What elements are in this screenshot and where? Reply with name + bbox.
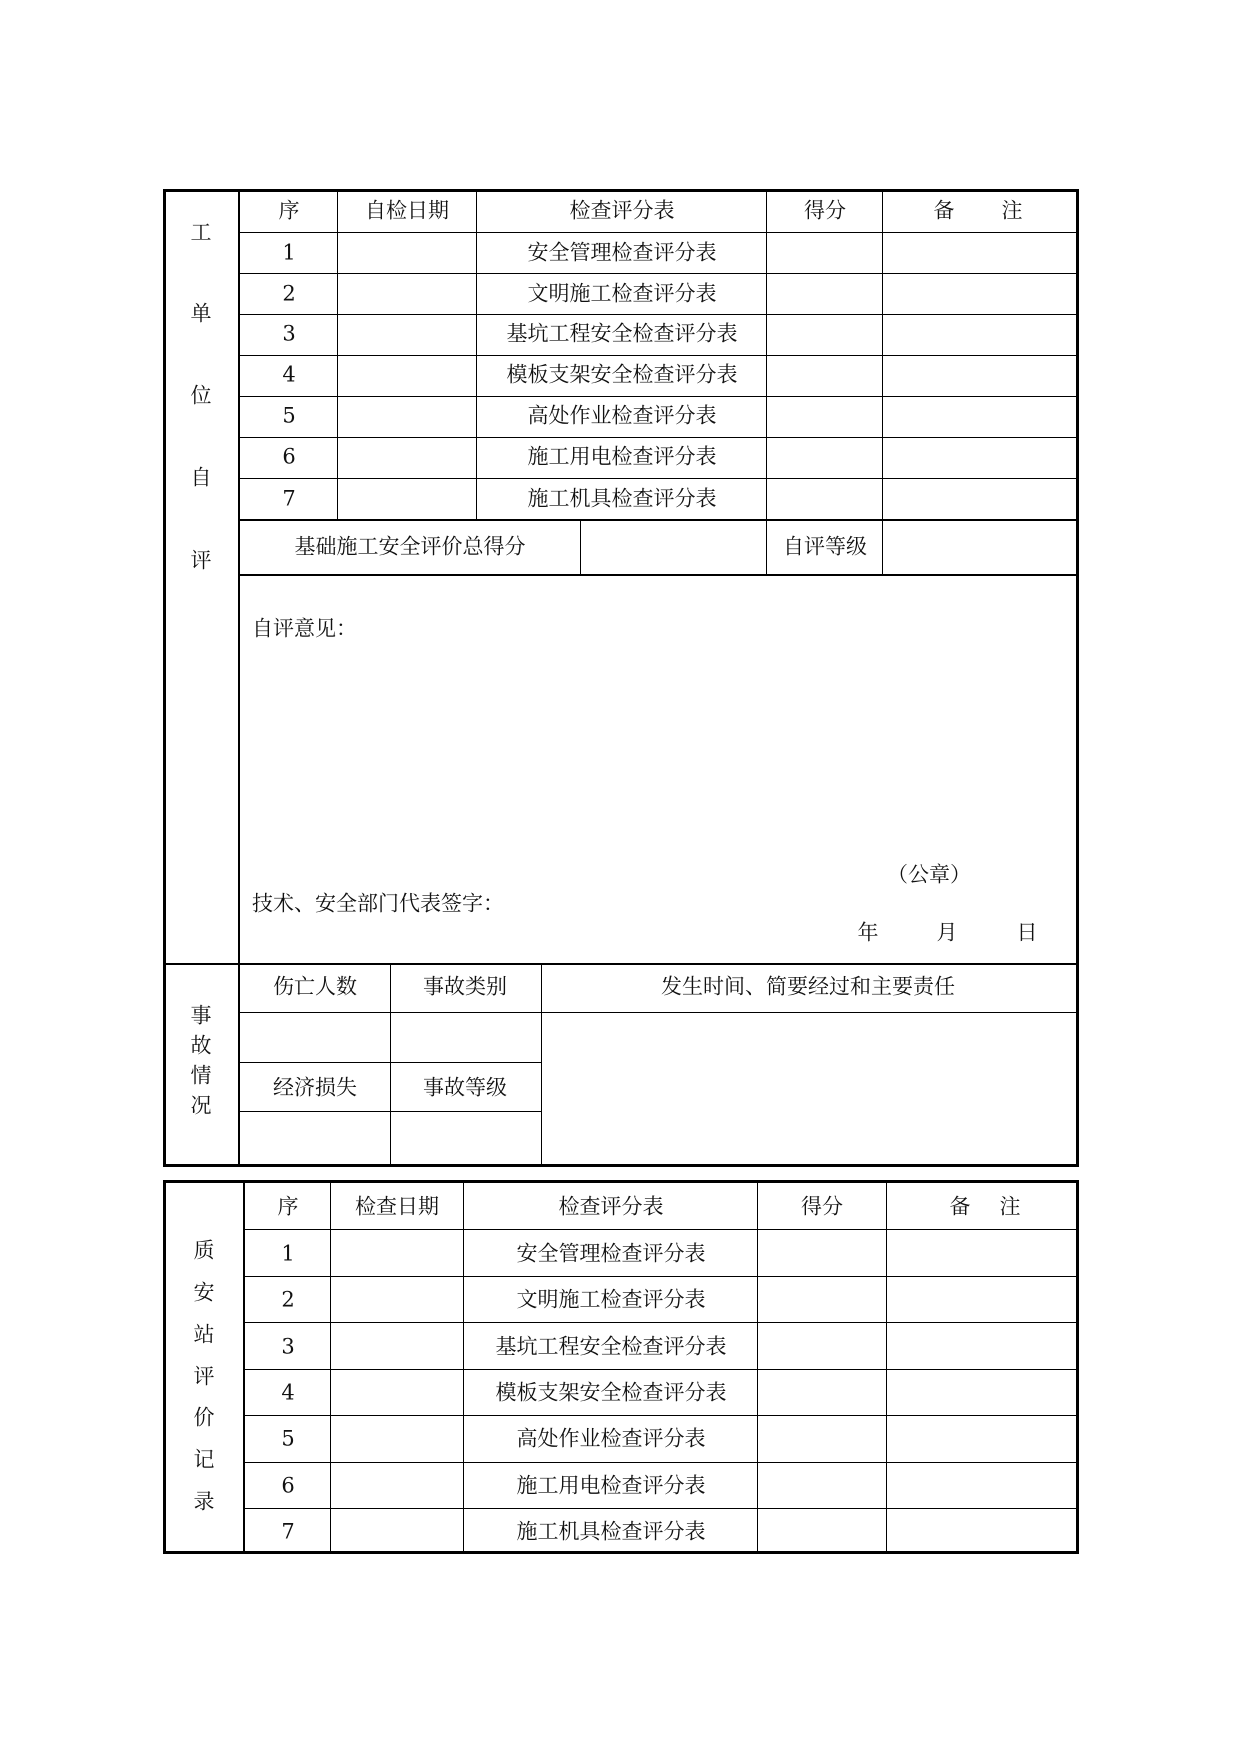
header-remark: 注 (999, 1194, 1021, 1219)
rule (239, 396, 1077, 397)
row-form: 施工用电检查评分表 (527, 444, 717, 469)
accident-side-char: 事 (190, 1003, 212, 1028)
rule (243, 1182, 245, 1552)
station-side-char: 记 (193, 1447, 215, 1472)
row-form: 模板支架安全检查评分表 (495, 1380, 727, 1405)
header-date: 检查日期 (355, 1194, 439, 1219)
rule (239, 519, 1077, 521)
station-side-char: 安 (193, 1280, 215, 1305)
rule (541, 964, 542, 1165)
rule (886, 1182, 887, 1552)
rule (244, 1415, 1077, 1416)
side-label-char: 单 (190, 301, 212, 326)
accident-grade-label: 事故等级 (423, 1075, 507, 1100)
header-remark: 备 (933, 198, 955, 223)
row-form: 施工机具检查评分表 (527, 486, 717, 511)
rule (239, 314, 1077, 315)
rule (239, 232, 1077, 233)
row-form: 施工机具检查评分表 (516, 1519, 706, 1544)
rule (330, 1182, 331, 1552)
opinion-label: 自评意见： (252, 616, 357, 641)
rule (244, 1276, 1077, 1277)
row-number: 1 (282, 240, 296, 265)
accident-side-char: 故 (190, 1033, 212, 1058)
row-form: 安全管理检查评分表 (516, 1241, 706, 1266)
casualties-label: 伤亡人数 (273, 974, 357, 999)
header-date: 自检日期 (365, 198, 449, 223)
rule (244, 1508, 1077, 1509)
header-remark: 备 (949, 1194, 971, 1219)
rule (337, 191, 338, 520)
date-year: 年 (857, 920, 879, 945)
row-number: 7 (281, 1519, 295, 1544)
row-form: 施工用电检查评分表 (516, 1473, 706, 1498)
rule (766, 191, 767, 576)
row-form: 高处作业检查评分表 (516, 1426, 706, 1451)
station-side-char: 录 (193, 1489, 215, 1514)
rule (239, 574, 1077, 576)
header-form: 检查评分表 (569, 198, 675, 223)
row-number: 5 (281, 1426, 295, 1451)
side-label-char: 自 (190, 465, 212, 490)
row-form: 高处作业检查评分表 (527, 403, 717, 428)
row-form: 模板支架安全检查评分表 (506, 362, 738, 387)
rule (580, 520, 581, 575)
header-seq: 序 (277, 1194, 299, 1219)
total-score-label: 基础施工安全评价总得分 (294, 534, 526, 559)
station-side-char: 质 (193, 1238, 215, 1263)
header-score: 得分 (801, 1194, 843, 1219)
row-form: 文明施工检查评分表 (516, 1287, 706, 1312)
rule (390, 964, 391, 1165)
rule (244, 1462, 1077, 1463)
rule (757, 1182, 758, 1552)
row-number: 4 (281, 1380, 295, 1405)
row-number: 4 (282, 362, 296, 387)
row-number: 3 (281, 1334, 295, 1359)
header-form: 检查评分表 (558, 1194, 664, 1219)
seal-label: （公章） (887, 862, 971, 887)
row-number: 3 (282, 321, 296, 346)
station-side-char: 评 (193, 1364, 215, 1389)
rule (239, 437, 1077, 438)
self-grade-label: 自评等级 (783, 534, 867, 559)
rule (239, 478, 1077, 479)
signature-label: 技术、安全部门代表签字： (252, 891, 504, 916)
rule (244, 1369, 1077, 1370)
rule (238, 191, 240, 1165)
row-form: 文明施工检查评分表 (527, 281, 717, 306)
row-number: 6 (281, 1473, 295, 1498)
accident-side-char: 情 (190, 1063, 212, 1088)
date-day: 日 (1016, 920, 1038, 945)
side-label-char: 工 (190, 220, 212, 245)
header-seq: 序 (278, 198, 300, 223)
rule (165, 963, 1077, 965)
rule (239, 355, 1077, 356)
row-number: 6 (282, 444, 296, 469)
accident-description-label: 发生时间、简要经过和主要责任 (661, 974, 955, 999)
economic-loss-label: 经济损失 (273, 1075, 357, 1100)
row-form: 安全管理检查评分表 (527, 240, 717, 265)
row-form: 基坑工程安全检查评分表 (495, 1334, 727, 1359)
rule (244, 1229, 1077, 1230)
date-month: 月 (936, 920, 958, 945)
rule (476, 191, 477, 520)
rule (239, 273, 1077, 274)
row-form: 基坑工程安全检查评分表 (506, 321, 738, 346)
row-number: 7 (282, 486, 296, 511)
station-evaluation-sheet (163, 1180, 1079, 1554)
rule (244, 1322, 1077, 1323)
row-number: 2 (281, 1287, 295, 1312)
side-label-char: 评 (190, 548, 212, 573)
rule (463, 1182, 464, 1552)
side-label-char: 位 (190, 383, 212, 408)
rule (882, 191, 883, 576)
header-score: 得分 (804, 198, 846, 223)
header-remark: 注 (1001, 198, 1023, 223)
row-number: 5 (282, 403, 296, 428)
row-number: 1 (281, 1241, 295, 1266)
rule (239, 1012, 1077, 1013)
row-number: 2 (282, 281, 296, 306)
accident-type-label: 事故类别 (423, 974, 507, 999)
station-side-char: 价 (193, 1405, 215, 1430)
station-side-char: 站 (193, 1322, 215, 1347)
accident-side-char: 况 (190, 1093, 212, 1118)
